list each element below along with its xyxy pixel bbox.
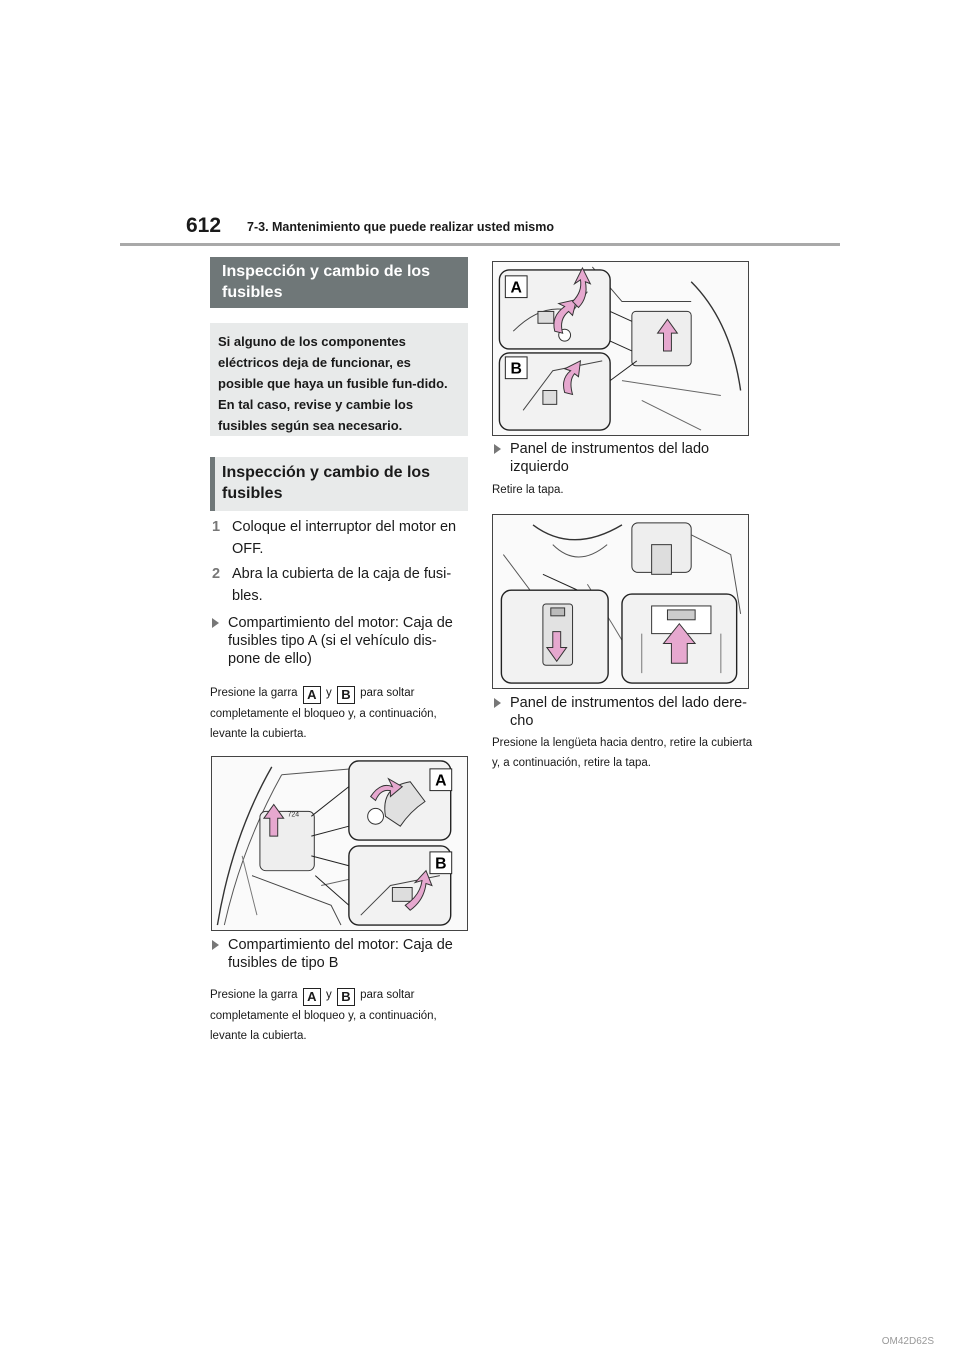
figure-fuse-box-a: [211, 756, 468, 931]
note-text: completamente el bloqueo y, a continuación, levante la cubierta.: [210, 1010, 437, 1042]
note-text: y: [325, 989, 332, 1001]
step-text: Coloque el interruptor del motor en OFF.: [232, 519, 457, 557]
section-title: 7-3. Mantenimiento que puede realizar usted mismo: [247, 220, 555, 234]
note-text: Presione la garra: [210, 687, 298, 699]
label-a-badge: A: [303, 988, 321, 1006]
watermark-text: OM42D62S: [881, 1336, 934, 1347]
step-text: Abra la cubierta de la caja de fusi-bles.: [232, 566, 452, 604]
bullet-left-panel: [494, 440, 750, 476]
note-text: completamente el bloqueo y, a continuación, levante la cubierta.: [210, 708, 437, 740]
header-rule: [120, 243, 840, 246]
fuse-box-b-illustration: [493, 262, 748, 435]
triangle-bullet-icon: [212, 940, 219, 950]
figure-fuse-box-b: [492, 261, 749, 436]
footer-watermark: [0, 1336, 960, 1347]
step-2: [212, 563, 468, 607]
triangle-bullet-icon: [212, 618, 219, 628]
step-1: [212, 516, 468, 560]
step-number: 1: [212, 519, 221, 535]
bullet-fuse-box-b: [212, 936, 468, 972]
label-a: A: [510, 279, 522, 297]
note-text: para soltar: [360, 989, 415, 1001]
figure-instrument-panel: [492, 514, 749, 689]
triangle-bullet-icon: [494, 698, 501, 708]
note-fuse-box-b: [210, 985, 472, 1046]
note-fuse-box-a: [210, 683, 472, 744]
note-right-panel: Presione la lengüeta hacia dentro, retire la cubierta y, a continuación, retire la tapa.: [492, 737, 753, 769]
note-text: Presione la garra: [210, 989, 298, 1001]
summary-box: Si alguno de los componentes eléctricos deja de funcionar, es posible que haya un fusible fun-dido. En tal caso, revise y cambie los fusibles según sea necesario.: [210, 323, 468, 436]
note-text: para soltar: [360, 687, 415, 699]
triangle-bullet-icon: [494, 444, 501, 454]
label-a-badge: A: [303, 686, 321, 704]
page-number: 612: [186, 214, 222, 237]
note-text: y: [325, 687, 332, 699]
bullet-text: Compartimiento del motor: Caja de fusibles de tipo B: [228, 937, 453, 971]
bullet-right-panel: [494, 694, 750, 730]
engine-compartment-illustration: [212, 757, 467, 930]
sub-heading: Inspección y cambio de los fusibles: [210, 457, 468, 511]
label-b-badge: B: [337, 686, 355, 704]
bullet-fuse-box-a: [212, 614, 468, 668]
step-number: 2: [212, 566, 221, 582]
label-b: B: [435, 855, 447, 873]
bullet-text: Panel de instrumentos del lado izquierdo: [510, 441, 710, 475]
label-b-badge: B: [337, 988, 355, 1006]
fuse-mark-text: 724: [287, 811, 300, 819]
label-a: A: [435, 772, 447, 790]
heading-box: Inspección y cambio de los fusibles: [210, 257, 468, 308]
bullet-text: Panel de instrumentos del lado dere-cho: [510, 695, 747, 729]
label-b: B: [510, 360, 522, 378]
note-left-panel: Retire la tapa.: [492, 484, 564, 496]
instrument-panel-illustration: [493, 515, 748, 688]
bullet-text: Compartimiento del motor: Caja de fusibles tipo A (si el vehículo dis-pone de ello): [228, 615, 453, 667]
